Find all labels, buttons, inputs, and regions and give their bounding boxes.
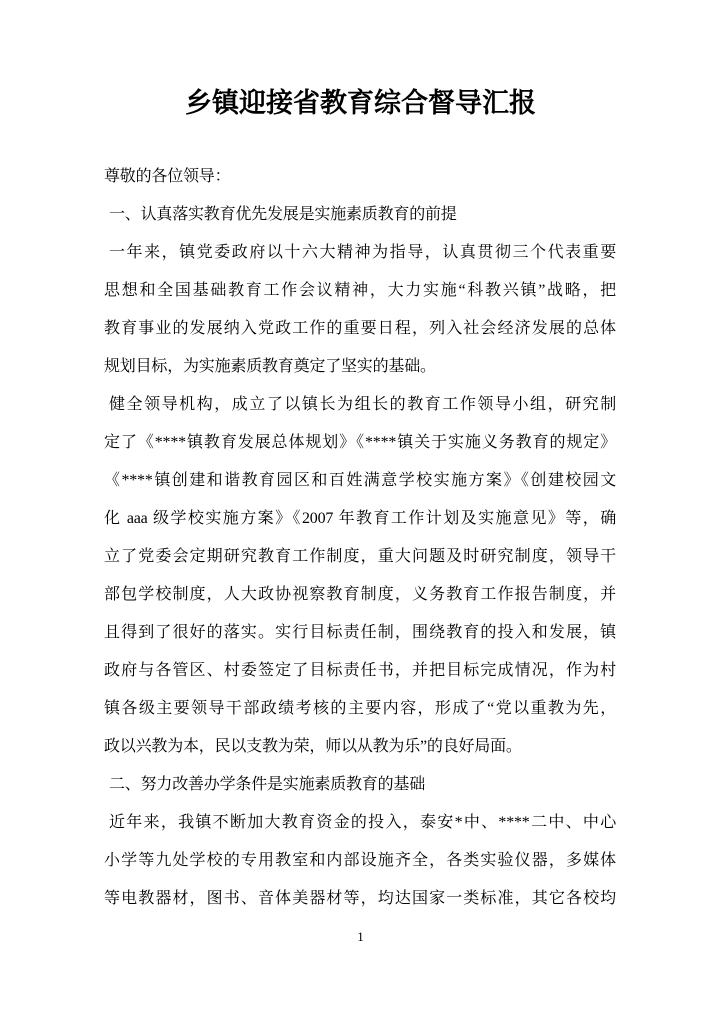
text-line: 化 aaa 级学校实施方案》《2007 年教育工作计划及实施意见》等，确 <box>104 510 616 527</box>
text-line: 一年来，镇党委政府以十六大精神为指导，认真贯彻三个代表重要 <box>109 244 616 261</box>
text-line: 立了党委会定期研究教育工作制度，重大问题及时研究制度，领导干 <box>104 548 616 565</box>
text-line: 政以兴教为本，民以支教为荣，师以从教为乐”的良好局面。 <box>104 738 522 755</box>
text-line: 一、认真落实教育优先发展是实施素质教育的前提 <box>109 206 457 223</box>
text-line: 定了《****镇教育发展总体规划》《****镇关于实施义务教育的规定》 <box>104 434 616 451</box>
text-line: 思想和全国基础教育工作会议精神，大力实施“科教兴镇”战略，把 <box>104 282 616 299</box>
text-line: 二、努力改善办学条件是实施素质教育的基础 <box>109 776 426 793</box>
text-line: 等电教器材，图书、音体美器材等，均达国家一类标准，其它各校均 <box>104 890 616 907</box>
text-line: 且得到了很好的落实。实行目标责任制，围绕教育的投入和发展，镇 <box>104 624 616 641</box>
text-line: 尊敬的各位领导： <box>104 168 231 185</box>
page-number: 1 <box>357 929 364 944</box>
text-line: 教育事业的发展纳入党政工作的重要日程，列入社会经济发展的总体 <box>104 320 616 337</box>
text-line: 小学等九处学校的专用教室和内部设施齐全，各类实验仪器，多媒体 <box>104 852 616 869</box>
text-line: 部包学校制度，人大政协视察教育制度，义务教育工作报告制度，并 <box>104 586 616 603</box>
document-body <box>104 158 616 918</box>
text-line: 健全领导机构，成立了以镇长为组长的教育工作领导小组，研究制 <box>109 396 616 413</box>
text-line: 政府与各管区、村委签定了目标责任书，并把目标完成情况，作为村 <box>104 662 616 679</box>
text-line: 近年来，我镇不断加大教育资金的投入，泰安*中、****二中、中心 <box>109 814 616 831</box>
document-title: 乡镇迎接省教育综合督导汇报 <box>185 88 536 118</box>
text-line: 规划目标，为实施素质教育奠定了坚实的基础。 <box>104 358 436 375</box>
text-line: 镇各级主要领导干部政绩考核的主要内容，形成了“党以重教为先， <box>104 700 616 717</box>
text-line: 《****镇创建和谐教育园区和百姓满意学校实施方案》《创建校园文 <box>104 472 616 489</box>
